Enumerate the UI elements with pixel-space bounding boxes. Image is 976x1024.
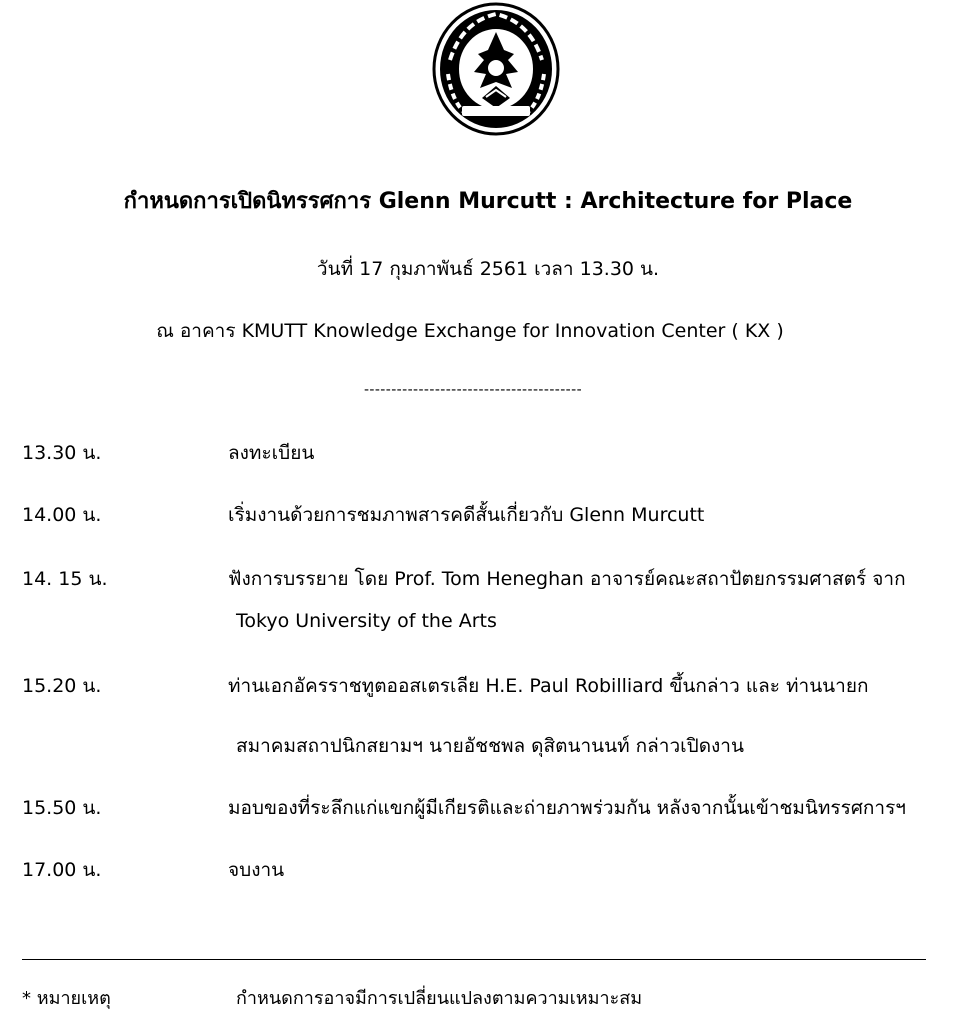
schedule-description-line: ท่านเอกอัครราชทูตออสเตรเลีย H.E. Paul Robilliard ขึ้นกล่าว และ ท่านนายก [228, 675, 869, 697]
schedule-time: 15.50 น. [22, 797, 102, 819]
schedule-description [228, 855, 958, 885]
note-text: กำหนดการอาจมีการเปลี่ยนแปลงตามความเหมาะสม [236, 988, 643, 1009]
dashed-separator: ---------------------------------------- [363, 382, 583, 398]
schedule-description-line: จบงาน [228, 859, 285, 881]
note-label: * หมายเหตุ [22, 988, 111, 1009]
schedule-description [228, 438, 958, 468]
schedule-description-line: Tokyo University of the Arts [236, 610, 497, 632]
schedule-time: 15.20 น. [22, 675, 102, 697]
schedule-description [228, 558, 958, 642]
schedule-description [228, 656, 958, 776]
schedule-description [228, 500, 958, 530]
page-title: กำหนดการเปิดนิทรรศการ Glenn Murcutt : Architecture for Place [123, 189, 853, 214]
schedule-time: 17.00 น. [22, 859, 102, 881]
schedule-description-line: สมาคมสถาปนิกสยามฯ นายอัชชพล ดุสิตนานนท์ กล่าวเปิดงาน [236, 735, 744, 757]
schedule-description-line: มอบของที่ระลึกแก่แขกผู้มีเกียรติและถ่ายภาพร่วมกัน หลังจากนั้นเข้าชมนิทรรศการฯ [228, 797, 906, 819]
schedule-time: 14. 15 น. [22, 568, 108, 590]
schedule-description-line: เริ่มงานด้วยการชมภาพสารคดีสั้นเกี่ยวกับ Glenn Murcutt [228, 504, 705, 526]
footer-divider [22, 959, 926, 960]
event-venue: ณ อาคาร KMUTT Knowledge Exchange for Innovation Center ( KX ) [156, 320, 784, 342]
schedule-description [228, 793, 958, 823]
schedule-description-line: ฟังการบรรยาย โดย Prof. Tom Heneghan อาจารย์คณะสถาปัตยกรรมศาสตร์ จาก [228, 568, 906, 590]
event-date: วันที่ 17 กุมภาพันธ์ 2561 เวลา 13.30 น. [316, 258, 660, 280]
schedule-time: 14.00 น. [22, 504, 102, 526]
schedule-description-line: ลงทะเบียน [228, 442, 315, 464]
schedule-time: 13.30 น. [22, 442, 102, 464]
